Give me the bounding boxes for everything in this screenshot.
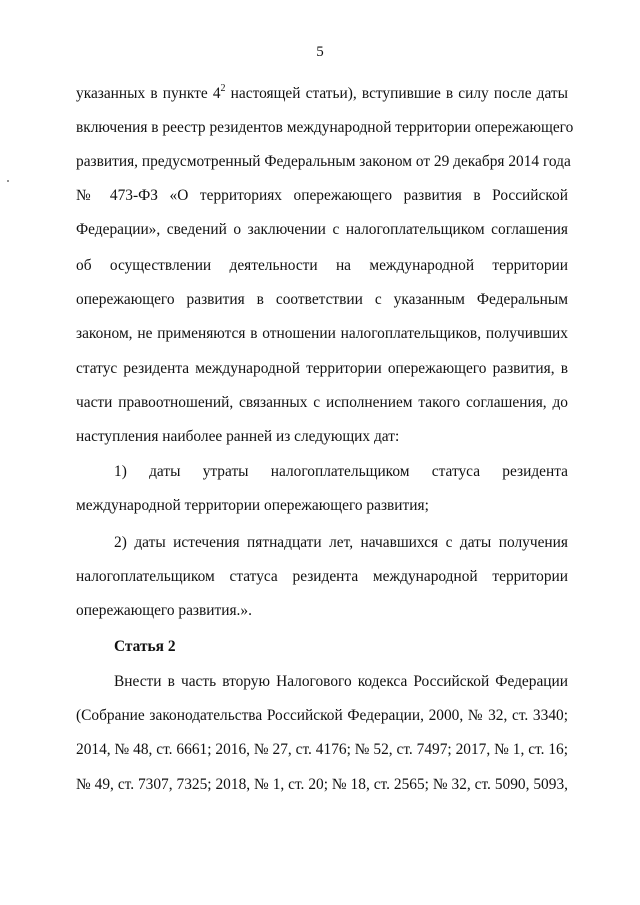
text-line-2: включения в реестр резидентов международной территории опережающего xyxy=(76,119,574,136)
text-line-5: Федерации», сведений о заключении с налогоплательщиком соглашения xyxy=(76,221,568,238)
text-line-19: (Собрание законодательства Российской Федерации, 2000, № 32, ст. 3340; xyxy=(76,707,568,724)
text-line-1-end: настоящей статьи), вступившие в силу после даты xyxy=(225,85,568,102)
superscript: 2 xyxy=(220,82,226,94)
article-heading: Статья 2 xyxy=(114,638,176,655)
page-number: 5 xyxy=(316,44,324,60)
text-line-11: наступления наиболее ранней из следующих дат: xyxy=(76,428,400,445)
list-item-2-continuation: налогоплательщиком статуса резидента международной территории xyxy=(76,568,568,585)
text-line-20: 2014, № 48, ст. 6661; 2016, № 27, ст. 4176; № 52, ст. 7497; 2017, № 1, ст. 16; xyxy=(76,741,568,758)
text-line-21: № 49, ст. 7307, 7325; 2018, № 1, ст. 20; № 18, ст. 2565; № 32, ст. 5090, 5093, xyxy=(76,776,568,793)
list-item-2-end: опережающего развития.». xyxy=(76,602,252,619)
text-line-8: законом, не применяются в отношении налогоплательщиков, получивших xyxy=(76,325,568,342)
text-line-4: № 473-ФЗ «О территориях опережающего развития в Российской xyxy=(76,187,568,204)
list-item-1: 1) даты утраты налогоплательщиком статуса резидента xyxy=(114,463,568,480)
margin-mark xyxy=(7,180,9,182)
text-line-18: Внести в часть вторую Налогового кодекса Российской Федерации xyxy=(114,673,568,690)
text-line-10: части правоотношений, связанных с исполнением такого соглашения, до xyxy=(76,394,568,411)
text-line-3: развития, предусмотренный Федеральным законом от 29 декабря 2014 года xyxy=(76,153,571,170)
list-item-1-continuation: международной территории опережающего развития; xyxy=(76,497,429,514)
text-line-1-start: указанных в пункте 4 xyxy=(76,85,221,102)
text-line-7: опережающего развития в соответствии с указанным Федеральным xyxy=(76,291,568,308)
text-line-1 xyxy=(76,84,568,104)
text-line-6: об осуществлении деятельности на международной территории xyxy=(76,257,568,274)
list-item-2: 2) даты истечения пятнадцати лет, начавшихся с даты получения xyxy=(114,534,568,551)
text-line-9: статус резидента международной территории опережающего развития, в xyxy=(76,360,568,377)
